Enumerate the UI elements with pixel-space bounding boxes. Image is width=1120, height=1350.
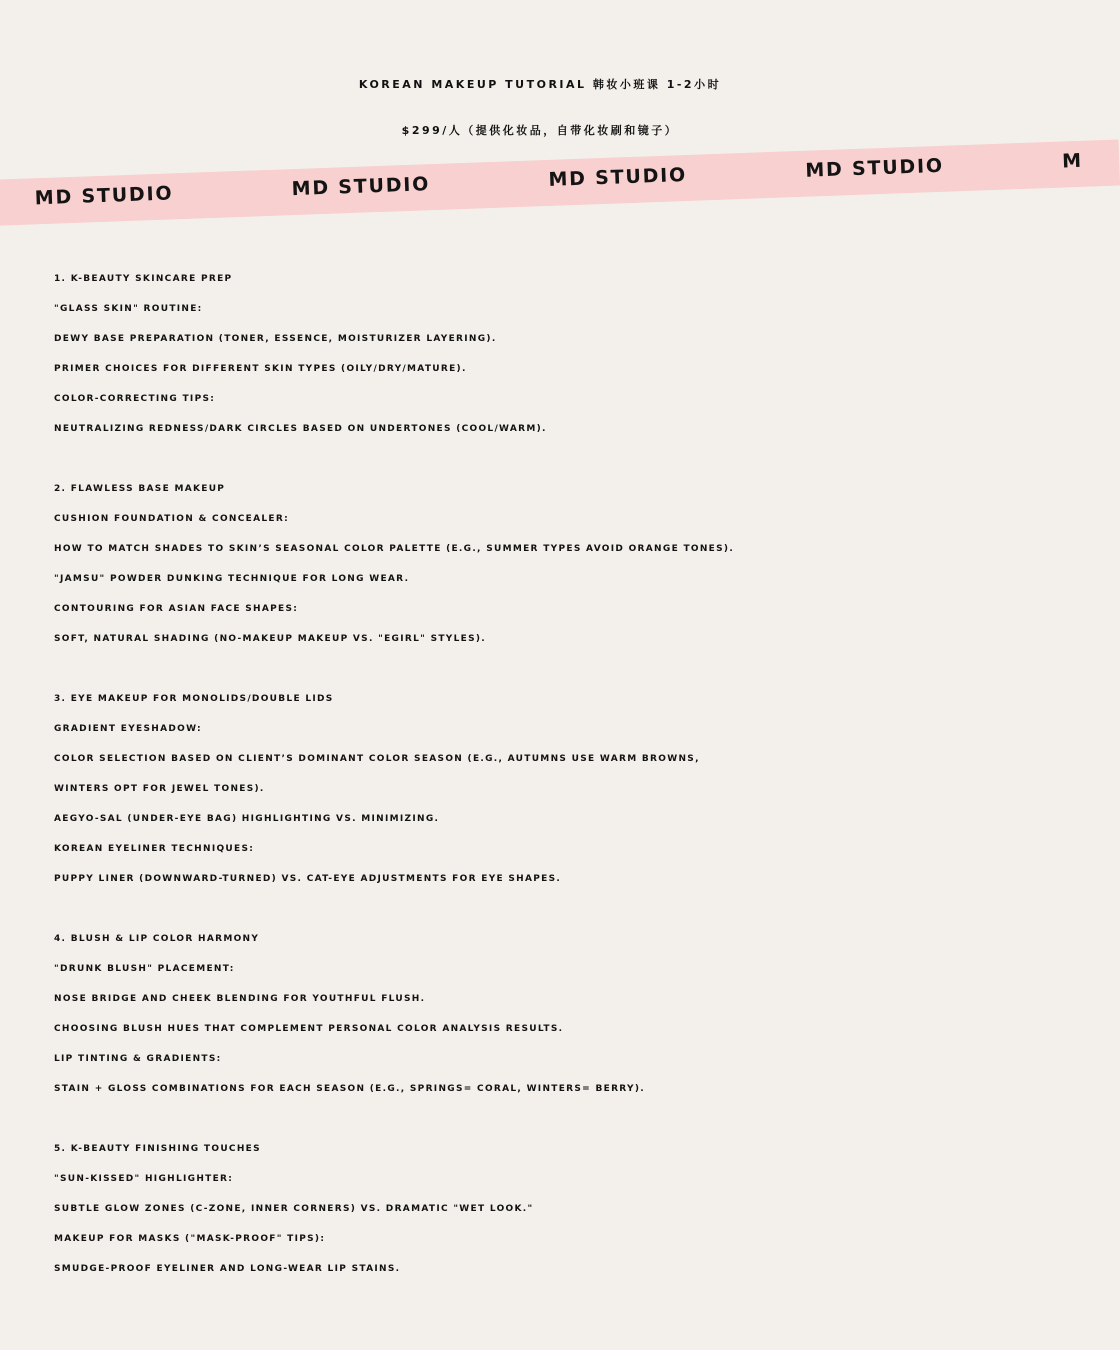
section-eye-makeup: [54, 684, 1074, 894]
section-heading: 2. FLAWLESS BASE MAKEUP: [54, 484, 226, 494]
curriculum: [54, 264, 1074, 1314]
section-line: CHOOSING BLUSH HUES THAT COMPLEMENT PERSONAL COLOR ANALYSIS RESULTS.: [54, 1024, 564, 1034]
section-line: HOW TO MATCH SHADES TO SKIN’S SEASONAL COLOR PALETTE (E.G., SUMMER TYPES AVOID ORANGE TONES).: [54, 544, 735, 554]
ribbon-brand-text: MD STUDIO: [291, 173, 431, 201]
section-line: PRIMER CHOICES FOR DIFFERENT SKIN TYPES (OILY/DRY/MATURE).: [54, 364, 467, 374]
title-line-course: KOREAN MAKEUP TUTORIAL 韩妆小班课 1-2小时: [358, 78, 722, 91]
section-blush-lip: [54, 924, 1074, 1104]
section-line: SOFT, NATURAL SHADING (NO-MAKEUP MAKEUP VS. "EGIRL" STYLES).: [54, 634, 487, 644]
section-line: LIP TINTING & GRADIENTS:: [54, 1054, 222, 1064]
section-line: NOSE BRIDGE AND CHEEK BLENDING FOR YOUTHFUL FLUSH.: [54, 994, 426, 1004]
ribbon-brand-text-partial: M: [1061, 149, 1084, 173]
section-line: AEGYO-SAL (UNDER-EYE BAG) HIGHLIGHTING VS. MINIMIZING.: [54, 814, 440, 824]
section-heading: 5. K-BEAUTY FINISHING TOUCHES: [54, 1144, 261, 1154]
section-line: COLOR-CORRECTING TIPS:: [54, 394, 216, 404]
section-line: WINTERS OPT FOR JEWEL TONES).: [54, 784, 265, 794]
section-line: SMUDGE-PROOF EYELINER AND LONG-WEAR LIP STAINS.: [54, 1264, 401, 1274]
section-line: "GLASS SKIN" ROUTINE:: [54, 304, 203, 314]
section-heading: 1. K-BEAUTY SKINCARE PREP: [54, 274, 233, 284]
section-line: "JAMSU" POWDER DUNKING TECHNIQUE FOR LONG WEAR.: [54, 574, 410, 584]
section-finishing-touches: [54, 1134, 1074, 1284]
section-line: COLOR SELECTION BASED ON CLIENT’S DOMINANT COLOR SEASON (E.G., AUTUMNS USE WARM BROWNS,: [54, 754, 700, 764]
ribbon-brand-text: MD STUDIO: [548, 163, 688, 191]
title-line-price: $299/人（提供化妆品，自带化妆刷和镜子）: [401, 124, 679, 137]
section-line: PUPPY LINER (DOWNWARD-TURNED) VS. CAT-EYE ADJUSTMENTS FOR EYE SHAPES.: [54, 874, 562, 884]
section-line: SUBTLE GLOW ZONES (C-ZONE, INNER CORNERS) VS. DRAMATIC "WET LOOK.": [54, 1204, 534, 1214]
section-line: GRADIENT EYESHADOW:: [54, 724, 202, 734]
section-line: "DRUNK BLUSH" PLACEMENT:: [54, 964, 235, 974]
section-line: MAKEUP FOR MASKS ("MASK-PROOF" TIPS):: [54, 1234, 326, 1244]
section-heading: 4. BLUSH & LIP COLOR HARMONY: [54, 934, 260, 944]
ribbon-brand-text: MD STUDIO: [34, 182, 174, 210]
section-heading: 3. EYE MAKEUP FOR MONOLIDS/DOUBLE LIDS: [54, 694, 334, 704]
section-line: DEWY BASE PREPARATION (TONER, ESSENCE, MOISTURIZER LAYERING).: [54, 334, 497, 344]
page-title: [0, 62, 1080, 154]
section-line: CONTOURING FOR ASIAN FACE SHAPES:: [54, 604, 299, 614]
section-line: "SUN-KISSED" HIGHLIGHTER:: [54, 1174, 234, 1184]
section-line: STAIN + GLOSS COMBINATIONS FOR EACH SEASON (E.G., SPRINGS= CORAL, WINTERS= BERRY).: [54, 1084, 645, 1094]
section-skincare-prep: [54, 264, 1074, 444]
section-line: CUSHION FOUNDATION & CONCEALER:: [54, 514, 289, 524]
section-base-makeup: [54, 474, 1074, 654]
ribbon-brand-text: MD STUDIO: [804, 154, 945, 182]
section-line: NEUTRALIZING REDNESS/DARK CIRCLES BASED ON UNDERTONES (COOL/WARM).: [54, 424, 547, 434]
section-line: KOREAN EYELINER TECHNIQUES:: [54, 844, 255, 854]
